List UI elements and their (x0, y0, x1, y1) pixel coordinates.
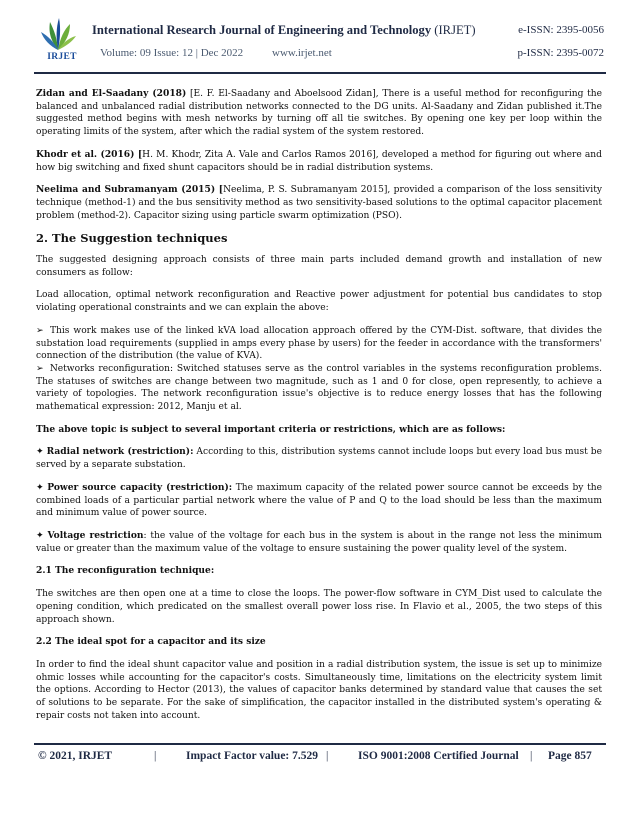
logo-text: IRJET (47, 52, 77, 62)
criterion-text: The maximum capacity of the related power source cannot be exceeds by the combined loads of a particular partial network where the value of P and Q to the load should be less than the maximum and minimum value of power source. (36, 482, 602, 519)
criterion-text: : the value of the voltage for each bus in the system is about in the range not less the minimum value or greater than the maximum value of the voltage to ensure sustaining the power quality level of the system. (36, 530, 603, 554)
paragraph-load-allocation: Load allocation, optimal network reconfiguration and Reactive power adjustment for potential bus candidates to stop violating operational constraints and we can explain the above: (36, 290, 602, 314)
footer-page-number: Page 857 (548, 750, 592, 762)
subsection-title: 2.1 The reconfiguration technique: (36, 565, 215, 577)
e-issn: e-ISSN: 2395-0056 (518, 24, 604, 36)
bullet-text: This work makes use of the linked kVA load allocation approach offered by the CYM-Dist. software, that divides the substation load requirements (supplied in amps every phase by users) for the feeder in accordance with the transformers' connection of the distribution (the value of KVA). (36, 325, 602, 362)
section-2-1-heading (36, 565, 602, 578)
section-2-2-heading (36, 636, 602, 649)
citation-authors: Zidan and El-Saadany (2018) (36, 88, 187, 99)
paragraph-text: Neelima, P. S. Subramanyam 2015], provided a comparison of the loss sensitivity technique (method-1) and the bus sensitivity method as two sensitivity-based solutions to the optimal capacitor placement problem (method-2). Capacitor sizing using particle swarm optimization (PSO). (36, 185, 602, 221)
footer-separator: | (326, 750, 329, 762)
volume-issue: Volume: 09 Issue: 12 | Dec 2022 (100, 47, 244, 59)
p-issn: p-ISSN: 2395-0072 (517, 47, 604, 59)
footer-copyright: © 2021, IRJET (38, 750, 113, 762)
criterion-title: Power source capacity (restriction): (47, 481, 233, 493)
footer-separator: | (154, 750, 157, 762)
paragraph-approach: The suggested designing approach consists of three main parts included demand growth and installation of new consumers as follow: (36, 255, 602, 278)
bullet-item (36, 363, 602, 414)
paragraph-zidan (36, 88, 602, 139)
subsection-title: 2.2 The ideal spot for a capacitor and its size (36, 636, 266, 648)
footer-iso: ISO 9001:2008 Certified Journal (358, 750, 519, 762)
paragraph-reconfiguration: The switches are then open one at a time to close the loops. The power-flow software in CYM_Dist used to calculate the opening condition, which predicated on the smallest overall power loss rise. In Flavio et al., 2005, the two steps of this approach shown. (36, 589, 602, 625)
header-divider (34, 72, 606, 74)
criterion-radial (36, 446, 602, 471)
paragraph-khodr (36, 149, 602, 174)
arrow-bullet-icon: ➢ (36, 325, 44, 336)
criterion-power-source (36, 482, 602, 520)
criterion-title: Radial network (restriction): (46, 446, 194, 458)
four-point-star-icon: ✦ (36, 530, 44, 541)
paragraph-text: [E. F. El-Saadany and Aboelsood Zidan], There is a useful method for reconfiguring the balanced and unbalanced radial distribution networks connected to the DG units. Al-Saadany and Zidan published it.The suggested method begins with mesh networks by turning off all tie switches. By opening one key per loop within the operating limits of the system, after which the radial system of the system restored. (36, 89, 602, 138)
criterion-title: Voltage restriction (47, 529, 144, 541)
paragraph-neelima (36, 184, 602, 222)
irjet-logo (38, 16, 78, 64)
paragraph-text: H. M. Khodr, Zita A. Vale and Carlos Ramos 2016], developed a method for figuring out where and how big switching and fixed shunt capacitors should be in radial distribution systems. (36, 149, 602, 173)
journal-title (92, 23, 476, 38)
criteria-intro-text: The above topic is subject to several important criteria or restrictions, which are as follows: (36, 423, 506, 435)
page-body (36, 88, 602, 732)
bullet-text: Networks reconfiguration: Switched statuses serve as the control variables in the systems reconfiguration problems. The statuses of switches are change between two magnitude, such as 1 and 0 for close, open represently, to achieve a variety of topologies. The network reconfiguration issue's objective is to reduce energy losses that has the following mathematical expression: 2012, Manju et al. (36, 363, 602, 413)
citation-authors: Neelima and Subramanyam (2015) [ (36, 184, 224, 196)
citation-authors: Khodr et al. (2016) [ (36, 148, 143, 160)
page-header (34, 14, 606, 72)
criterion-voltage (36, 530, 602, 555)
leaf-logo-icon (38, 16, 78, 52)
four-point-star-icon: ✦ (36, 447, 44, 458)
footer-separator: | (530, 750, 533, 762)
footer-impact-factor: Impact Factor value: 7.529 (186, 750, 319, 762)
journal-abbr: (IRJET) (434, 23, 476, 37)
bullet-item (36, 325, 602, 363)
four-point-star-icon: ✦ (36, 482, 44, 493)
criterion-text: According to this, distribution systems cannot include loops but every load bus must be served by a separate substation. (36, 447, 602, 471)
paragraph-capacitor: In order to find the ideal shunt capacitor value and position in a radial distribution system, the issue is set up to minimize ohmic losses while accounting for the capacitor's costs. Simultaneously time, limitations on the electricity system limit the options. According to Hector (2013), the values of capacitor banks determined by standard value that causes the set of solutions to be separate. For the sake of simplification, the capacitor installed in the distributed system's operating & repair costs not taken into account. (36, 659, 602, 721)
criteria-intro (36, 424, 602, 437)
arrow-bullet-icon: ➢ (36, 363, 44, 374)
journal-name: International Research Journal of Engineering and Technology (92, 23, 432, 37)
footer-divider (34, 743, 606, 745)
journal-website[interactable]: www.irjet.net (272, 47, 332, 59)
section-2-heading: 2. The Suggestion techniques (36, 231, 228, 246)
